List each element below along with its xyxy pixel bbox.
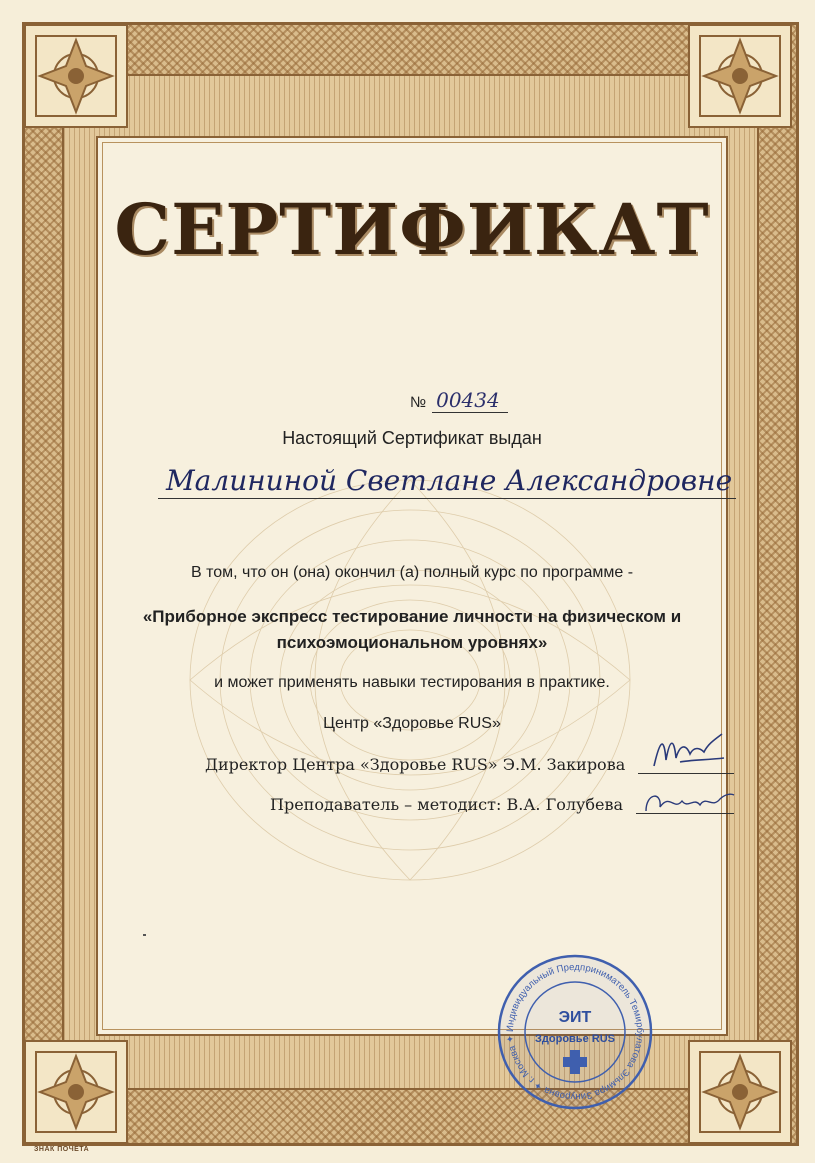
skills-statement: и может применять навыки тестирования в практике. xyxy=(214,674,610,691)
program-title-line-1: «Приборное экспресс тестирование личности на физическом и xyxy=(142,607,682,626)
program-title xyxy=(96,604,728,656)
center-name: Центр «Здоровье RUS» xyxy=(323,715,501,732)
certificate-number-value: 00434 xyxy=(432,388,508,413)
course-intro: В том, что он (она) окончил (а) полный курс по программе - xyxy=(190,564,634,581)
issued-to-label: Настоящий Сертификат выдан xyxy=(282,428,542,448)
organization-stamp xyxy=(495,952,655,1112)
director-signature xyxy=(650,730,730,774)
corner-ornament-top-left xyxy=(24,24,128,128)
corner-ornament-bottom-left xyxy=(24,1040,128,1144)
stamp-ring-text: Индивидуальный Предприниматель Темирбулатова Эльмира Зинуровна ✦ г. Москва ✦ xyxy=(504,961,646,1103)
corner-ornament-bottom-right xyxy=(688,1040,792,1144)
certificate-title: СЕРТИФИКАТ xyxy=(114,188,710,271)
stamp-brand: ЭИТ xyxy=(558,1009,592,1026)
corner-ornament-top-right xyxy=(688,24,792,128)
ink-speck xyxy=(143,934,146,936)
recipient-name: Малининой Светлане Александровне xyxy=(158,463,736,499)
program-title-line-2: психоэмоциональном уровнях» xyxy=(276,633,548,652)
stamp-name: Здоровье RUS xyxy=(535,1033,615,1045)
number-sign: № xyxy=(410,394,427,411)
printer-mark: ЗНАК ПОЧЕТА xyxy=(34,1146,90,1153)
certificate-number xyxy=(410,388,508,412)
director-line: Директор Центра «Здоровье RUS» Э.М. Закирова xyxy=(205,755,626,774)
teacher-line: Преподаватель – методист: В.А. Голубева xyxy=(270,795,624,814)
teacher-signature xyxy=(640,785,736,821)
